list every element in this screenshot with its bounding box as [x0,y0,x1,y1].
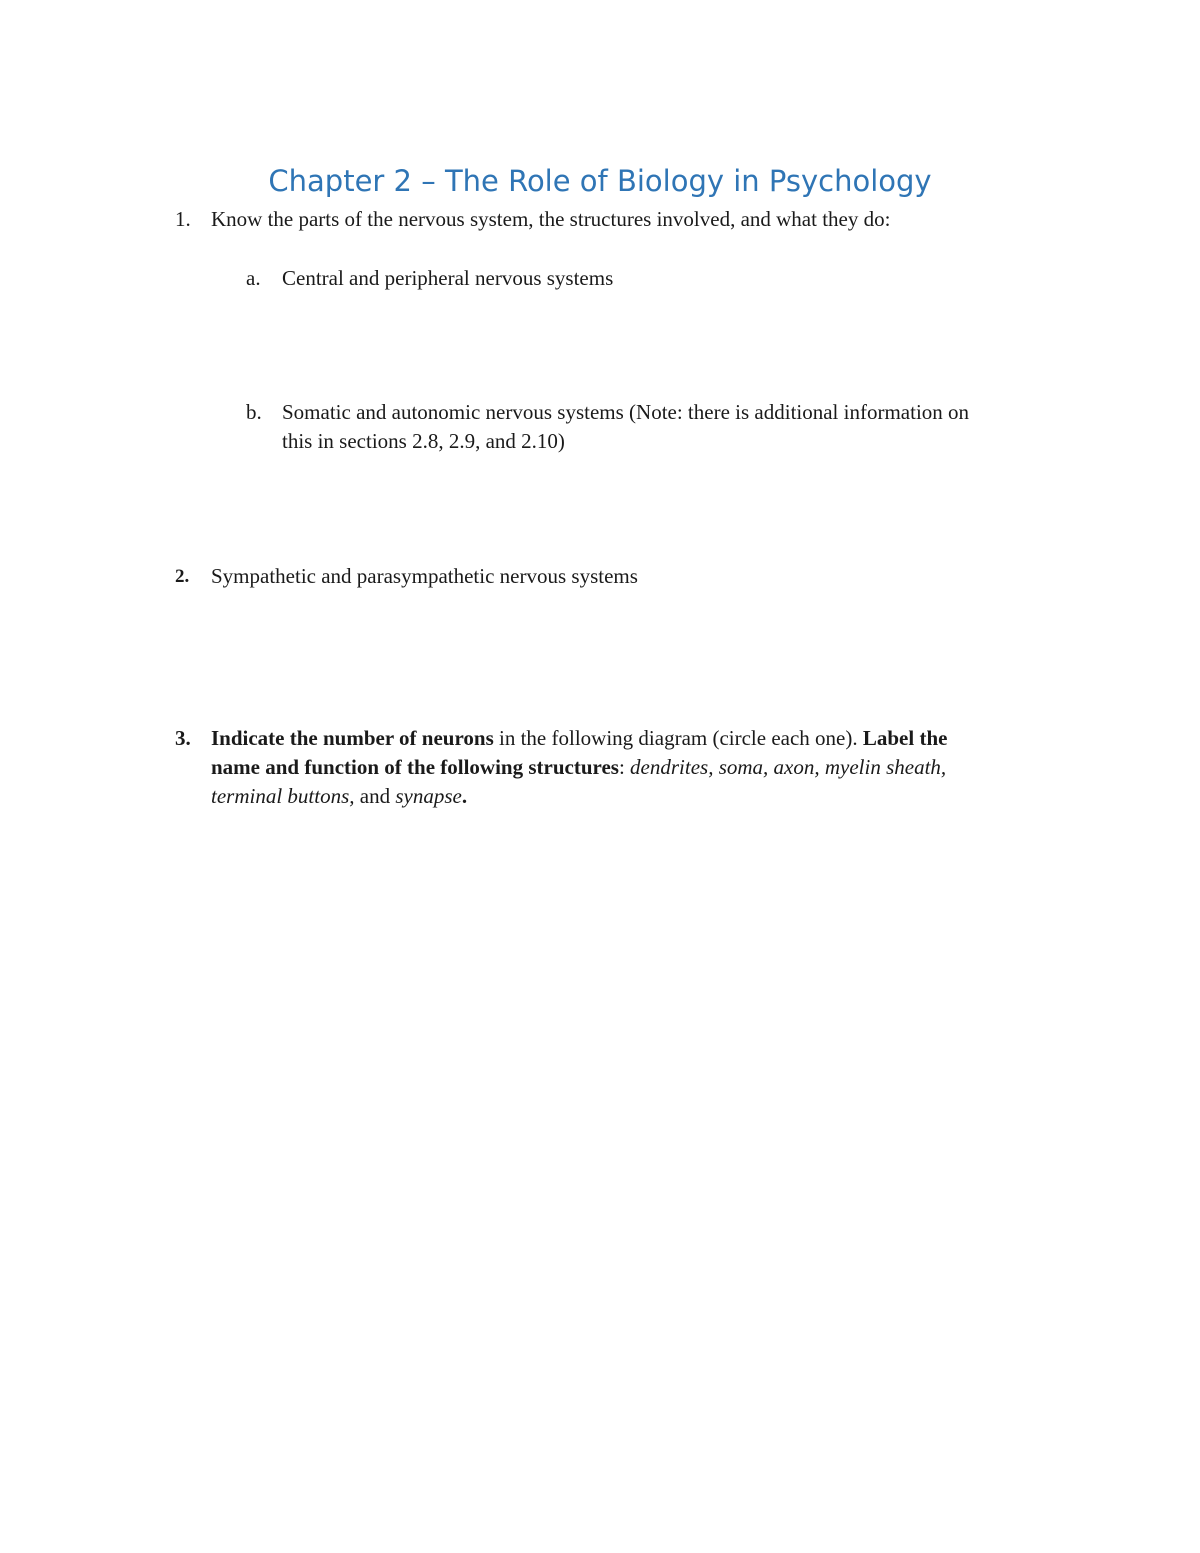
question-3-number: 3. [175,726,191,750]
question-2-number: 2. [175,566,190,587]
page-title: Chapter 2 – The Role of Biology in Psychology [268,164,932,198]
question-1-text: Know the parts of the nervous system, the structures involved, and what they do: [211,207,891,231]
question-2-text: Sympathetic and parasympathetic nervous systems [211,564,638,588]
q3-italic-structures-1: dendrites, soma, axon, myelin sheath, [630,755,947,779]
q3-end-period: . [461,784,468,808]
question-3-line-1 [211,724,947,753]
item-a-marker: a. [246,266,261,290]
item-b-text-line-2: this in sections 2.8, 2.9, and 2.10) [282,429,565,453]
q3-plain-phrase-2: : [618,755,631,779]
item-b-text-line-1: Somatic and autonomic nervous systems (Note: there is additional information on [282,400,970,424]
q3-bold-phrase-3: name and function of the following structures [211,755,619,779]
q3-bold-phrase-1: Indicate the number of neurons [211,726,494,750]
item-b-marker: b. [246,400,262,424]
q3-italic-structures-3: synapse [395,784,462,808]
q3-bold-phrase-2: Label the [862,726,948,750]
item-a-text: Central and peripheral nervous systems [282,266,614,290]
question-3-line-2 [211,753,946,782]
question-3-line-3 [211,782,467,811]
q3-plain-phrase-3: and [354,784,396,808]
q3-plain-phrase-1: in the following diagram (circle each one). [493,726,863,750]
question-1-number: 1. [175,207,191,231]
q3-italic-structures-2: terminal buttons, [211,784,355,808]
